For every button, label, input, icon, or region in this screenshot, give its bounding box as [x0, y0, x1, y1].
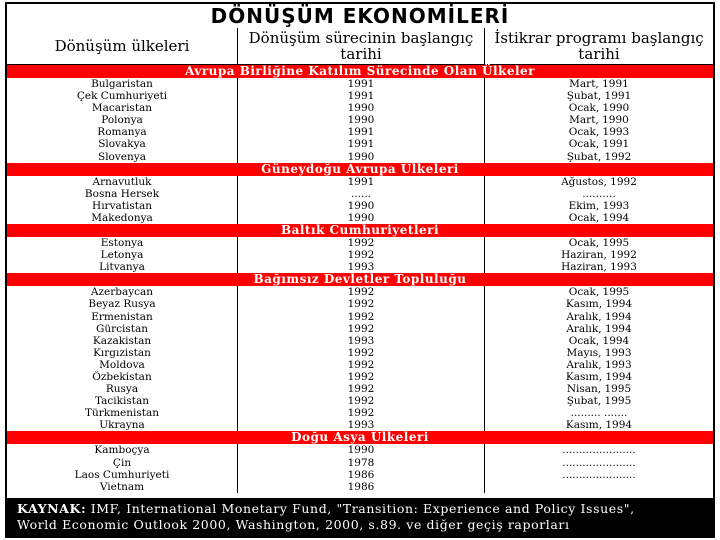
country-cell: Kazakistan: [7, 335, 238, 347]
country-cell: Çek Cumhuriyeti: [7, 90, 238, 102]
table-row: [7, 359, 713, 371]
country-cell: Slovakya: [7, 138, 238, 150]
country-cell: Özbekistan: [7, 371, 238, 383]
table-row: [7, 188, 713, 200]
source-line-2: World Economic Outlook 2000, Washington, 2000, s.89. ve diğer geçiş raporları: [17, 517, 570, 532]
stabilization-date-cell: Aralık, 1994: [566, 322, 632, 335]
table-row: [7, 469, 713, 481]
transition-year-cell: 1992: [238, 371, 485, 383]
transition-year-cell: 1992: [238, 395, 485, 407]
transition-year-cell: 1992: [238, 407, 485, 419]
country-cell: Türkmenistan: [7, 407, 238, 419]
transition-year-cell: 1990: [238, 102, 485, 114]
transition-year-cell: 1992: [238, 286, 485, 298]
transition-year-cell: 1991: [238, 126, 485, 138]
stabilization-date-cell: Kasım, 1994: [565, 419, 633, 432]
transition-year-cell: 1992: [238, 311, 485, 323]
table-row: [7, 383, 713, 395]
table-body: [7, 65, 713, 493]
transition-year-cell: ......: [238, 188, 485, 200]
transition-year-cell: 1990: [238, 151, 485, 163]
stabilization-date-cell: ......................: [562, 456, 636, 469]
transition-year-cell: 1992: [238, 237, 485, 249]
stabilization-date-cell: Ocak, 1994: [568, 211, 630, 224]
header-transition-start: Dönüşüm sürecinin başlangıç tarihi: [238, 28, 485, 64]
stabilization-date-cell: Ocak, 1991: [568, 138, 630, 151]
country-cell: Macaristan: [7, 102, 238, 114]
table-row: [7, 78, 713, 90]
table-row: [7, 457, 713, 469]
stabilization-date-cell: Şubat, 1995: [566, 395, 632, 408]
stabilization-date-cell: ......... .......: [570, 407, 628, 420]
transition-year-cell: 1992: [238, 347, 485, 359]
transition-year-cell: 1992: [238, 298, 485, 310]
country-cell: Letonya: [7, 249, 238, 261]
stabilization-date-cell: Haziran, 1993: [561, 261, 637, 274]
source-line-1: IMF, International Monetary Fund, "Transition: Experience and Policy Issues",: [90, 501, 635, 516]
transition-year-cell: 1993: [238, 419, 485, 431]
country-cell: Ukrayna: [7, 419, 238, 431]
country-cell: Tacikistan: [7, 395, 238, 407]
section-header: Güneydoğu Avrupa Ülkeleri: [7, 163, 713, 176]
stabilization-date-cell: Kasım, 1994: [565, 370, 633, 383]
table-row: [7, 286, 713, 298]
country-cell: Beyaz Rusya: [7, 298, 238, 310]
country-cell: Makedonya: [7, 212, 238, 224]
country-cell: Ermenistan: [7, 311, 238, 323]
page-title: DÖNÜŞÜM EKONOMİLERİ: [210, 4, 510, 28]
table-row: [7, 311, 713, 323]
stabilization-date-cell: ......................: [562, 444, 636, 457]
table-row: [7, 200, 713, 212]
stabilization-date-cell: Aralık, 1994: [566, 310, 632, 323]
country-cell: Slovenya: [7, 151, 238, 163]
table-row: [7, 249, 713, 261]
stabilization-date-cell: ..........: [582, 187, 616, 200]
stabilization-date-cell: Mart, 1991: [569, 78, 629, 90]
country-cell: Laos Cumhuriyeti: [7, 469, 238, 481]
section-header: Baltık Cumhuriyetleri: [7, 224, 713, 237]
stabilization-date-cell: Nisan, 1995: [566, 383, 632, 396]
table-row: [7, 138, 713, 150]
transition-year-cell: 1993: [238, 261, 485, 273]
section-header: Bağımsız Devletler Topluluğu: [7, 273, 713, 286]
table-row: [7, 90, 713, 102]
source-label: KAYNAK:: [17, 501, 87, 516]
source-footer: [7, 498, 713, 536]
table-row: [7, 395, 713, 407]
country-cell: Polonya: [7, 114, 238, 126]
stabilization-date-cell: Ocak, 1995: [568, 237, 630, 250]
country-cell: Çin: [7, 457, 238, 469]
table-row: [7, 323, 713, 335]
column-headers: [7, 28, 713, 65]
country-cell: Litvanya: [7, 261, 238, 273]
stabilization-date-cell: Ocak, 1993: [568, 126, 630, 139]
country-cell: Bosna Hersek: [7, 188, 238, 200]
transition-year-cell: 1991: [238, 138, 485, 150]
country-cell: Hırvatistan: [7, 200, 238, 212]
stabilization-date-cell: Ekim, 1993: [568, 199, 630, 212]
stabilization-date-cell: Haziran, 1992: [561, 249, 637, 262]
table-row: [7, 114, 713, 126]
stabilization-date-cell: Şubat, 1991: [566, 90, 632, 103]
transition-year-cell: 1992: [238, 383, 485, 395]
stabilization-date-cell: Kasım, 1994: [565, 298, 633, 311]
transition-year-cell: 1991: [238, 176, 485, 188]
transition-year-cell: 1993: [238, 335, 485, 347]
country-cell: Arnavutluk: [7, 176, 238, 188]
table-row: [7, 176, 713, 188]
slide: [5, 2, 715, 538]
country-cell: Azerbaycan: [7, 286, 238, 298]
stabilization-date-cell: [485, 481, 713, 493]
transition-year-cell: 1991: [238, 90, 485, 102]
table-row: [7, 371, 713, 383]
transition-year-cell: 1986: [238, 481, 485, 493]
transition-year-cell: 1992: [238, 359, 485, 371]
section-header: Doğu Asya Ülkeleri: [7, 431, 713, 444]
country-cell: Moldova: [7, 359, 238, 371]
transition-year-cell: 1990: [238, 212, 485, 224]
country-cell: Estonya: [7, 237, 238, 249]
stabilization-date-cell: Aralık, 1993: [566, 358, 632, 371]
stabilization-date-cell: Ağustos, 1992: [561, 175, 637, 188]
stabilization-date-cell: Ocak, 1994: [568, 334, 630, 347]
stabilization-date-cell: Mart, 1990: [569, 114, 629, 127]
table-row: [7, 347, 713, 359]
table-row: [7, 237, 713, 249]
table-row: [7, 102, 713, 114]
table-row: [7, 151, 713, 163]
transition-year-cell: 1978: [238, 457, 485, 469]
transition-year-cell: 1990: [238, 114, 485, 126]
table-row: [7, 481, 713, 493]
transition-year-cell: 1991: [238, 78, 485, 90]
section-header: Avrupa Birliğine Katılım Sürecinde Olan Ülkeler: [7, 65, 713, 78]
table-row: [7, 407, 713, 419]
stabilization-date-cell: ......................: [562, 468, 636, 481]
country-cell: Kamboçya: [7, 444, 238, 456]
country-cell: Romanya: [7, 126, 238, 138]
transition-year-cell: 1986: [238, 469, 485, 481]
country-cell: Kırgızistan: [7, 347, 238, 359]
table-row: [7, 444, 713, 456]
transition-year-cell: 1992: [238, 249, 485, 261]
transition-year-cell: 1990: [238, 444, 485, 456]
stabilization-date-cell: Mayıs, 1993: [566, 346, 632, 359]
table-row: [7, 335, 713, 347]
transition-year-cell: 1992: [238, 323, 485, 335]
transition-year-cell: 1990: [238, 200, 485, 212]
country-cell: Bulgaristan: [7, 78, 238, 90]
country-cell: Vietnam: [7, 481, 238, 493]
stabilization-date-cell: Ocak, 1995: [568, 286, 630, 299]
header-stabilization-start: İstikrar programı başlangıç tarihi: [494, 29, 704, 63]
country-cell: Gürcistan: [7, 323, 238, 335]
table-row: [7, 298, 713, 310]
stabilization-date-cell: Şubat, 1992: [566, 150, 632, 163]
country-cell: Rusya: [7, 383, 238, 395]
stabilization-date-cell: Ocak, 1990: [568, 102, 630, 115]
table-row: [7, 126, 713, 138]
header-countries: Dönüşüm ülkeleri: [7, 28, 238, 64]
